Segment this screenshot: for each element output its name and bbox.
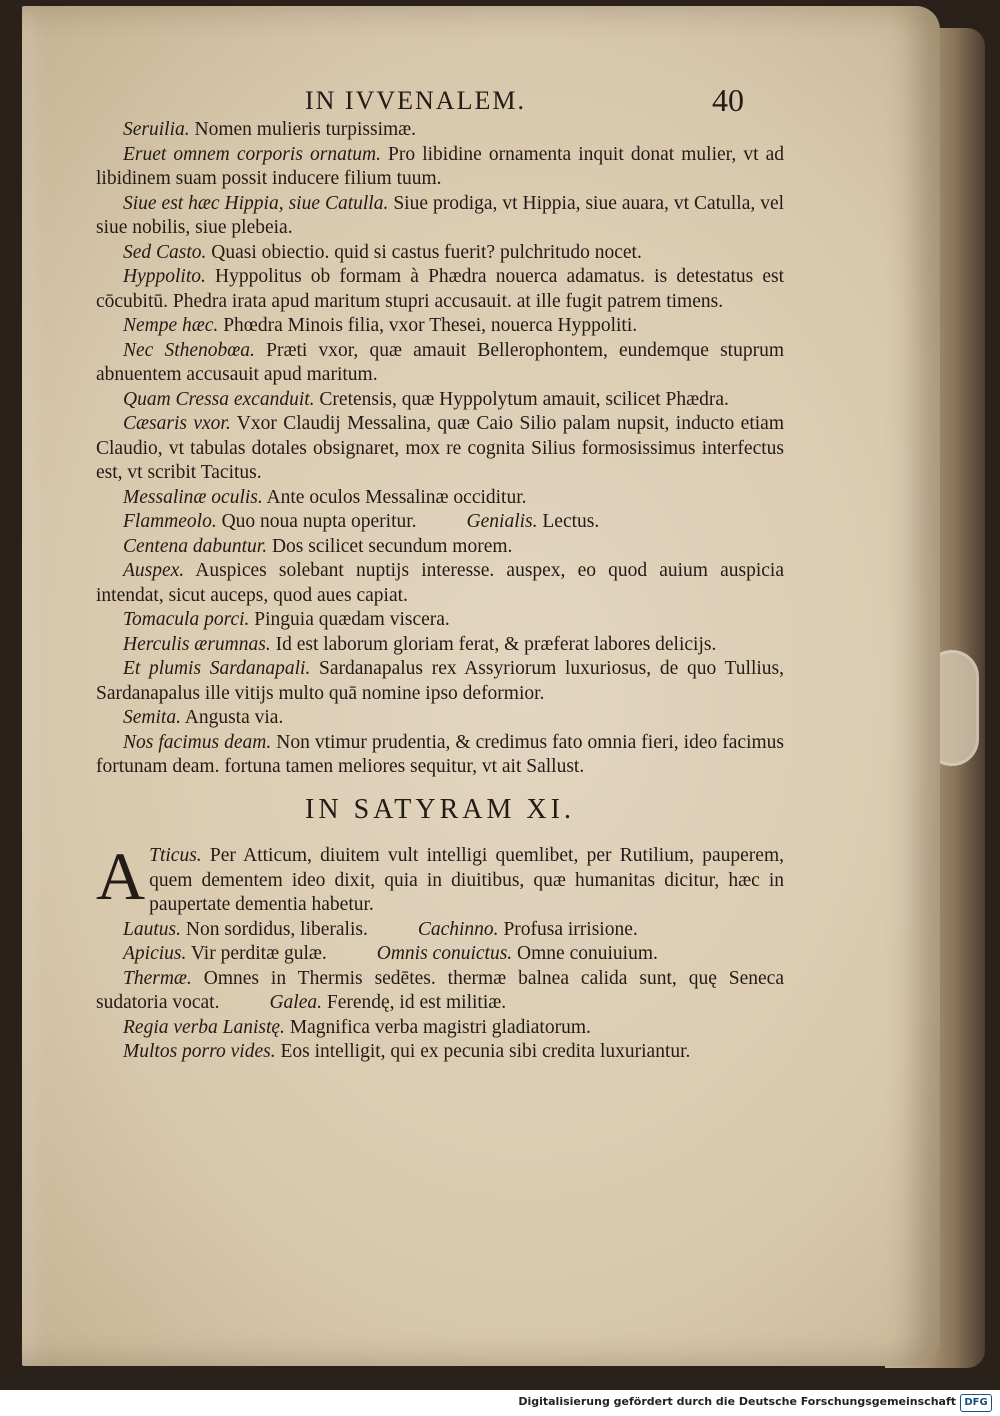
gloss: Omnes in Thermis sedētes. thermæ balnea calida sunt, quę Seneca sudatoria vocat.: [96, 967, 784, 1013]
gloss: Præti vxor, quæ amauit Bellerophontem, eundemque stuprum abnuentem accusauit apud maritum.: [96, 339, 784, 385]
gloss: Ferendę, id est militiæ.: [322, 992, 507, 1013]
lemma: Lautus.: [123, 918, 181, 940]
lemma: Messalinæ oculis.: [123, 486, 263, 508]
entry: [96, 143, 784, 192]
section-opening: [96, 838, 784, 918]
entry: [96, 633, 784, 658]
lemma: Galea.: [269, 992, 322, 1013]
running-head: IN IVVENALEM.: [305, 86, 526, 115]
entry: [96, 1016, 784, 1041]
lemma: Auspex.: [123, 560, 185, 581]
lemma: Tticus.: [149, 845, 202, 866]
lemma: Thermæ.: [123, 967, 192, 989]
entry: [96, 241, 784, 266]
lemma: Cachinno.: [417, 918, 499, 940]
lemma: Siue est hæc Hippia, siue Catulla.: [123, 192, 389, 214]
lemma: Flammeolo.: [123, 511, 217, 532]
lemma: Seruilia.: [123, 119, 190, 140]
entry: [96, 535, 784, 560]
entry: [96, 314, 784, 339]
gloss: Auspices solebant nuptijs interesse. auspex, eo quod auium auspicia intendat, sicut auceps, quod aues capiat.: [96, 560, 784, 606]
entry: [96, 967, 784, 1016]
entry: [96, 657, 784, 706]
gloss: Quo noua nupta operitur.: [216, 511, 417, 532]
entry: [96, 388, 784, 413]
section-heading: IN SATYRAM XI.: [305, 793, 575, 825]
entry: [96, 510, 784, 535]
lemma: Semita.: [123, 707, 181, 728]
entry: [96, 731, 784, 780]
second-gloss: [418, 919, 638, 940]
page-number: 40: [712, 82, 744, 118]
lemma: Regia verba Lanistę.: [123, 1016, 285, 1038]
entry: [96, 608, 784, 633]
second-gloss: [467, 511, 600, 532]
gloss: Quasi obiectio. quid si castus fuerit? pulchritudo nocet.: [206, 241, 642, 263]
gloss: Hyppolitus ob formam à Phædra nouerca adamatus. is detestatus est cōcubitū. Phedra irata apud maritum stupri accusauit. at ille fugit patrem timens.: [96, 266, 784, 312]
lemma: Apicius.: [123, 943, 187, 964]
gloss: Pinguia quædam viscera.: [249, 609, 450, 630]
gloss: Profusa irrisione.: [498, 918, 638, 940]
drop-cap: A: [96, 838, 146, 914]
lemma: Tomacula porci.: [123, 609, 250, 630]
entry: [96, 706, 784, 731]
gloss: Siue prodiga, vt Hippia, siue auara, vt Catulla, vel siue nobilis, siue plebeia.: [96, 192, 785, 238]
entry: [96, 265, 784, 314]
gloss: Per Atticum, diuitem vult intelligi quemlibet, per Rutilium, pauperem, quem dementem ideo dixit, quia in diuitibus, quæ humanitas dicitur, hæc in paupertate dementia habetur.: [149, 845, 784, 915]
gloss: Omne conuiuium.: [512, 943, 658, 964]
footer-bar: [0, 1390, 1000, 1416]
second-gloss: [269, 992, 506, 1013]
gloss: Vxor Claudij Messalina, quæ Caio Silio palam nupsit, inducto etiam Claudio, vt tabulas dotales obsignaret, mox re cognita Silius formosissimus interfectus est, vt scribit Tacitus.: [96, 413, 785, 483]
gloss: Phœdra Minois filia, vxor Thesei, nouerca Hyppoliti.: [218, 315, 638, 336]
lemma: Herculis ærumnas.: [123, 633, 271, 655]
lemma: Sed Casto.: [123, 241, 207, 263]
lemma: Hyppolito.: [123, 266, 206, 287]
gloss: Dos scilicet secundum morem.: [267, 535, 513, 557]
entry: [96, 918, 784, 943]
gloss: Cretensis, quæ Hyppolytum amauit, scilicet Phædra.: [314, 388, 729, 410]
gloss: Non vtimur prudentia, & credimus fato omnia fieri, ideo facimus fortunam deam. fortuna tamen meliores sequitur, vt ait Sallust.: [96, 731, 785, 777]
entry: [96, 339, 784, 388]
lemma: Genialis.: [466, 511, 538, 532]
gloss: Lectus.: [537, 511, 600, 532]
lemma: Multos porro vides.: [123, 1041, 276, 1062]
dfg-logo: DFG: [960, 1394, 992, 1412]
lemma: Omnis conuictus.: [376, 943, 513, 964]
gloss: Eos intelligit, qui ex pecunia sibi credita luxuriantur.: [275, 1041, 691, 1062]
lemma: Cæsaris vxor.: [123, 413, 231, 434]
funding-credit: Digitalisierung gefördert durch die Deutsche Forschungsgemeinschaft: [518, 1395, 956, 1408]
gloss: Magnifica verba magistri gladiatorum.: [284, 1016, 591, 1038]
gloss: Sardanapalus rex Assyriorum luxuriosus, de quo Tullius, Sardanapalus ille vitijs multo quā nomine ipso deformior.: [96, 658, 784, 704]
lemma: Eruet omnem corporis ornatum.: [123, 143, 381, 165]
lemma: Nempe hæc.: [123, 315, 219, 336]
entry: [96, 192, 784, 241]
lemma: Nec Sthenobœa.: [123, 339, 255, 361]
entry: [96, 412, 784, 486]
entry: [96, 1040, 784, 1065]
second-gloss: [377, 943, 658, 964]
gloss: Angusta via.: [180, 707, 284, 728]
entry: [96, 942, 784, 967]
gloss: Ante oculos Messalinæ occiditur.: [262, 486, 527, 508]
lemma: Centena dabuntur.: [123, 535, 268, 557]
commentary-text: [96, 118, 784, 1065]
gloss: Non sordidus, liberalis.: [180, 918, 368, 940]
gloss: Vir perditæ gulæ.: [186, 943, 327, 964]
gloss: Pro libidine ornamenta inquit donat mulier, vt ad libidinem suam possit inducere filium tuum.: [96, 143, 784, 189]
lemma: Quam Cressa excanduit.: [123, 388, 315, 410]
entry: [96, 559, 784, 608]
entry: [96, 118, 784, 143]
entry: [96, 486, 784, 511]
gloss: Nomen mulieris turpissimæ.: [189, 119, 417, 140]
lemma: Et plumis Sardanapali.: [123, 658, 311, 679]
lemma: Nos facimus deam.: [123, 731, 272, 753]
gloss: Id est laborum gloriam ferat, & præferat labores delicijs.: [270, 633, 717, 655]
